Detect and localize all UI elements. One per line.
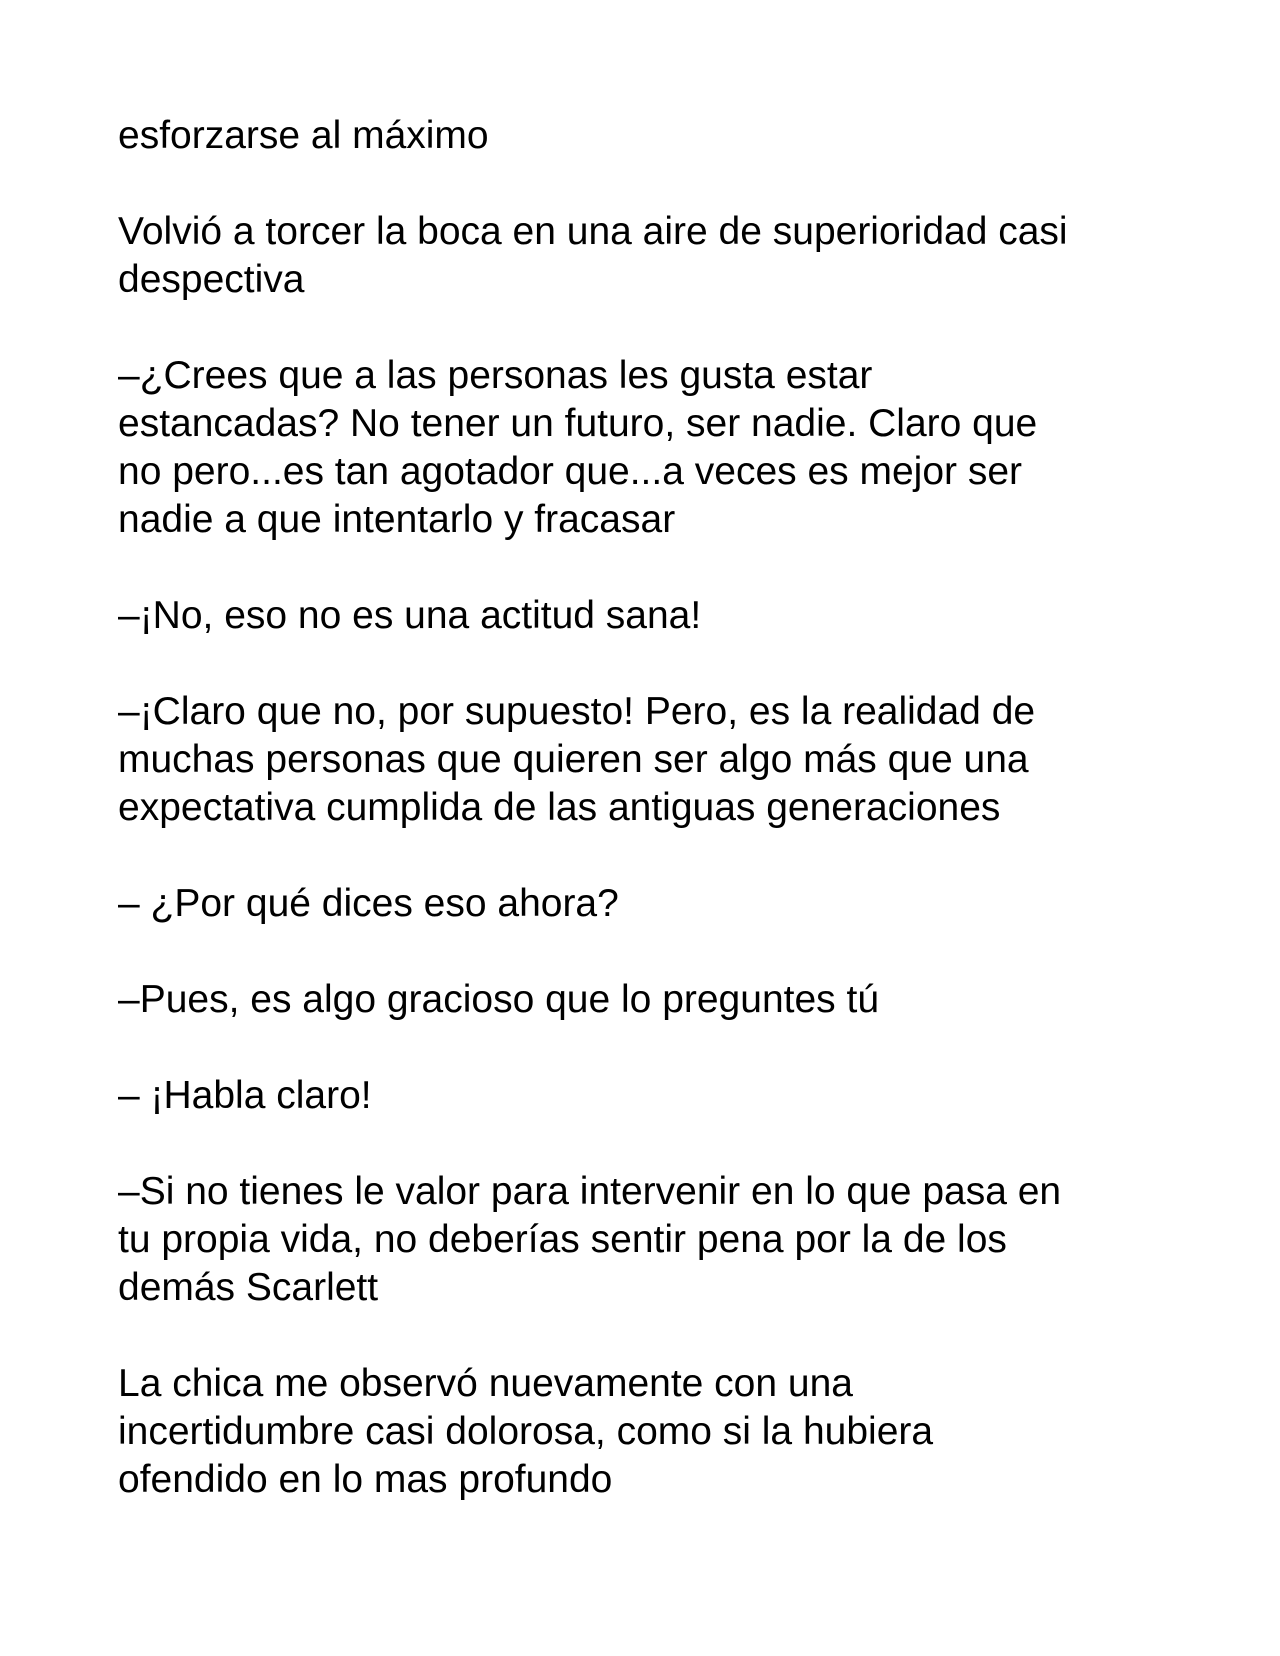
text-line: –Pues, es algo gracioso que lo preguntes tú (118, 978, 880, 1021)
paragraph-3 (118, 352, 1168, 544)
text-line: –¿Crees que a las personas les gusta estar (118, 354, 873, 397)
text-line: no pero...es tan agotador que...a veces es mejor ser (118, 450, 1023, 493)
text-line: –Si no tienes le valor para intervenir en lo que pasa en (118, 1170, 1062, 1213)
paragraph-8 (118, 1072, 1168, 1120)
text-line: nadie a que intentarlo y fracasar (118, 498, 676, 541)
paragraph-5 (118, 688, 1168, 832)
paragraph-4 (118, 592, 1168, 640)
text-line: – ¡Habla claro! (118, 1074, 372, 1117)
text-line: – ¿Por qué dices eso ahora? (118, 882, 619, 925)
paragraph-9 (118, 1168, 1168, 1312)
text-line: expectativa cumplida de las antiguas generaciones (118, 786, 1001, 829)
text-line: despectiva (118, 258, 305, 301)
text-line: –¡No, eso no es una actitud sana! (118, 594, 702, 637)
paragraph-10 (118, 1360, 1168, 1504)
paragraph-6 (118, 880, 1168, 928)
text-line: –¡Claro que no, por supuesto! Pero, es la realidad de (118, 690, 1036, 733)
text-line: La chica me observó nuevamente con una (118, 1362, 853, 1405)
paragraph-1 (118, 112, 1168, 160)
text-line: ofendido en lo mas profundo (118, 1458, 613, 1501)
text-line: esforzarse al máximo (118, 114, 489, 157)
document-body (118, 112, 1168, 1552)
paragraph-7 (118, 976, 1168, 1024)
text-line: Volvió a torcer la boca en una aire de superioridad casi (118, 210, 1068, 253)
text-line: estancadas? No tener un futuro, ser nadie. Claro que (118, 402, 1038, 445)
text-line: muchas personas que quieren ser algo más que una (118, 738, 1029, 781)
text-line: incertidumbre casi dolorosa, como si la hubiera (118, 1410, 934, 1453)
paragraph-2 (118, 208, 1168, 304)
text-line: demás Scarlett (118, 1266, 379, 1309)
text-line: tu propia vida, no deberías sentir pena por la de los (118, 1218, 1007, 1261)
